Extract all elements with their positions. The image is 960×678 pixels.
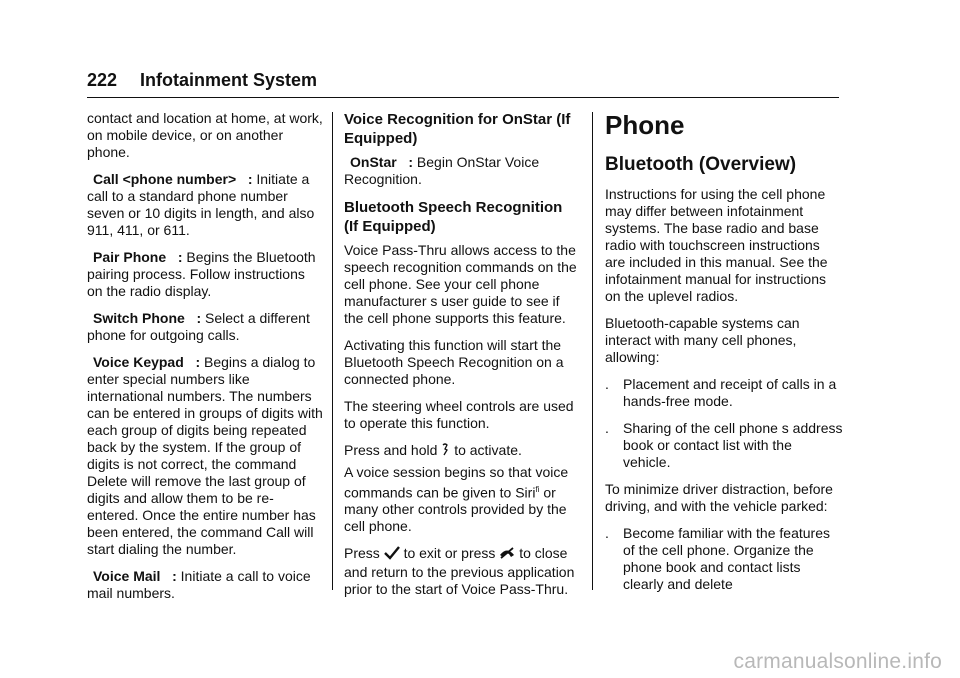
command-pair-phone: [87, 249, 323, 300]
command-name: Pair Phone: [93, 249, 167, 265]
heading-bluetooth-speech-recognition: Bluetooth Speech Recognition (If Equipped): [344, 199, 563, 235]
colon: :: [195, 354, 201, 370]
paragraph: Instructions for using the cell phone may differ between infotainment systems. The base radio and base radio with touchscreen instructions are included in this manual. See the infotainment manual for instructions on the uplevel radios.: [605, 186, 828, 304]
paragraph: The steering wheel controls are used to operate this function.: [344, 398, 574, 431]
command-name: Switch Phone: [93, 310, 185, 326]
text: or many other controls provided by the cell phone.: [344, 484, 567, 535]
bullet: .: [605, 376, 609, 392]
colon: :: [408, 154, 414, 170]
command-text: Select a different phone for outgoing calls.: [87, 310, 310, 343]
list-item-text: Become familiar with the features of the cell phone. Organize the phone book and contact lists clearly and delete: [623, 525, 830, 592]
command-text: Begins the Bluetooth pairing process. Follow instructions on the radio display.: [87, 249, 316, 299]
command-call: [87, 171, 323, 239]
text: Press: [344, 545, 380, 562]
checkmark-icon: [384, 546, 400, 564]
command-name: OnStar: [350, 154, 397, 170]
list-item-text: Placement and receipt of calls in a hands-free mode.: [623, 376, 837, 409]
paragraph: To minimize driver distraction, before driving, and with the vehicle parked:: [605, 481, 833, 514]
column-divider-2: [592, 112, 593, 590]
text: to close and return to the previous application prior to the start of Voice Pass-Thru.: [344, 545, 575, 597]
end-call-icon: [499, 546, 515, 563]
press-exit-paragraph: [344, 545, 580, 597]
heading-bluetooth-overview: Bluetooth (Overview): [605, 154, 797, 175]
watermark: carmanualsonline.info: [733, 650, 942, 673]
column-3: [605, 110, 843, 603]
command-text: Begins a dialog to enter special numbers like international numbers. The numbers can be entered in groups of digits with each group of digits being repeated back by the system. If the group of digits is not correct, the command Delete will remove the last group of digits and allow them to be re-entered. Once the entire number has been entered, the command Call will start dialing the number.: [87, 354, 323, 557]
paragraph: Voice Pass-Thru allows access to the speech recognition commands on the cell phone. See your cell phone manufacturer s user guide to see if the cell phone supports this feature.: [344, 242, 577, 326]
command-voice-mail: [87, 568, 323, 602]
colon: :: [177, 249, 183, 265]
list-item: [605, 525, 843, 593]
bullet-list: [605, 525, 843, 593]
command-name: Call <phone number>: [93, 171, 237, 187]
paragraph: Bluetooth-capable systems can interact with many cell phones, allowing:: [605, 315, 800, 365]
command-name: Voice Mail: [93, 568, 161, 584]
list-item: [605, 376, 843, 410]
bullet: .: [605, 525, 609, 541]
command-voice-keypad: [87, 354, 323, 558]
column-divider-1: [332, 112, 333, 590]
paragraph: Activating this function will start the Bluetooth Speech Recognition on a connected phone.: [344, 337, 564, 387]
header-rule: [87, 97, 839, 98]
command-text: Begin OnStar Voice Recognition.: [344, 154, 540, 187]
heading-phone: Phone: [605, 110, 685, 140]
colon: :: [196, 310, 202, 326]
text: to activate.: [454, 442, 522, 458]
column-2: [344, 110, 580, 608]
registered-mark: fi: [535, 484, 540, 494]
bullet-list: [605, 376, 843, 471]
voice-session-paragraph: [344, 464, 580, 536]
command-text: Initiate a call to voice mail numbers.: [87, 568, 311, 601]
column-1: [87, 110, 323, 612]
press-hold-paragraph: [344, 442, 580, 460]
colon: :: [247, 171, 253, 187]
push-to-talk-icon: [441, 443, 450, 460]
list-item: [605, 420, 843, 471]
text: Press and hold: [344, 442, 438, 458]
command-text: Initiate a call to a standard phone number seven or 10 digits in length, and also 911, 411, or 611.: [87, 171, 315, 238]
section-title: Infotainment System: [140, 70, 318, 90]
heading-voice-recognition-onstar: Voice Recognition for OnStar (If Equipped): [344, 111, 571, 147]
page-number: 222: [87, 70, 118, 90]
text: to exit or press: [403, 545, 496, 562]
colon: :: [172, 568, 177, 584]
text: A voice session begins so that voice commands can be given to Siri: [344, 463, 569, 501]
command-onstar: [344, 154, 580, 188]
command-switch-phone: [87, 310, 323, 344]
page-header: [87, 70, 839, 100]
bullet: .: [605, 420, 609, 436]
command-name: Voice Keypad: [93, 354, 184, 370]
list-item-text: Sharing of the cell phone s address book or contact list with the vehicle.: [623, 420, 843, 470]
intro-paragraph: contact and location at home, at work, on mobile device, or on another phone.: [87, 110, 323, 160]
